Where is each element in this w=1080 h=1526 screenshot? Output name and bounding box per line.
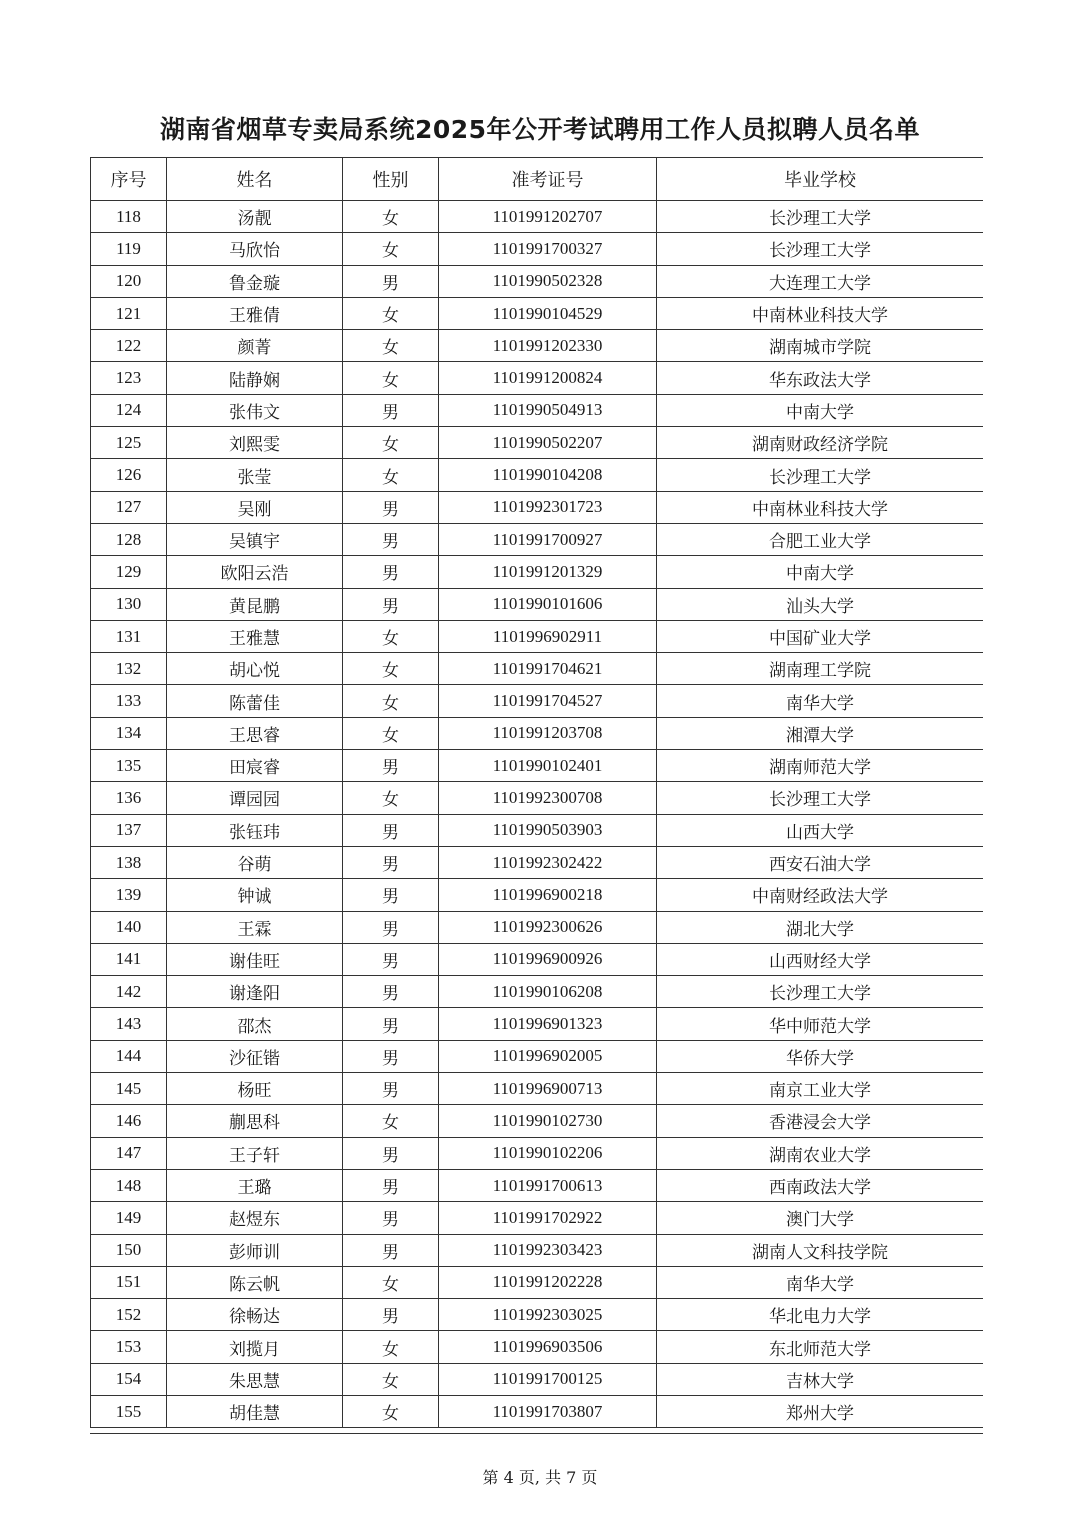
cell-name: 刘熙雯 bbox=[167, 427, 343, 459]
cell-school: 南京工业大学 bbox=[657, 1073, 984, 1105]
table-row bbox=[91, 814, 984, 846]
cell-gender: 男 bbox=[343, 1040, 439, 1072]
cell-school: 香港浸会大学 bbox=[657, 1105, 984, 1137]
cell-school: 东北师范大学 bbox=[657, 1331, 984, 1363]
table-row bbox=[91, 1299, 984, 1331]
table-row bbox=[91, 297, 984, 329]
cell-school: 吉林大学 bbox=[657, 1363, 984, 1395]
cell-school: 长沙理工大学 bbox=[657, 459, 984, 491]
table-row bbox=[91, 620, 984, 652]
cell-name: 颜菁 bbox=[167, 330, 343, 362]
table-row bbox=[91, 685, 984, 717]
cell-index: 125 bbox=[91, 427, 167, 459]
table-row bbox=[91, 1008, 984, 1040]
table-row bbox=[91, 943, 984, 975]
header-name: 姓名 bbox=[167, 158, 343, 201]
cell-name: 陆静娴 bbox=[167, 362, 343, 394]
cell-school: 湖北大学 bbox=[657, 911, 984, 943]
cell-index: 139 bbox=[91, 879, 167, 911]
roster-table bbox=[90, 157, 983, 1428]
cell-school: 湘潭大学 bbox=[657, 717, 984, 749]
table-row bbox=[91, 588, 984, 620]
cell-name: 徐畅达 bbox=[167, 1299, 343, 1331]
cell-gender: 男 bbox=[343, 588, 439, 620]
cell-index: 119 bbox=[91, 233, 167, 265]
cell-exam-id: 1101991700125 bbox=[439, 1363, 657, 1395]
cell-index: 138 bbox=[91, 846, 167, 878]
cell-gender: 男 bbox=[343, 846, 439, 878]
cell-index: 118 bbox=[91, 201, 167, 233]
cell-name: 王子轩 bbox=[167, 1137, 343, 1169]
cell-index: 152 bbox=[91, 1299, 167, 1331]
cell-index: 155 bbox=[91, 1395, 167, 1427]
cell-school: 中南大学 bbox=[657, 556, 984, 588]
cell-exam-id: 1101991704621 bbox=[439, 653, 657, 685]
table-row bbox=[91, 427, 984, 459]
table-body bbox=[91, 201, 984, 1428]
cell-exam-id: 1101996900926 bbox=[439, 943, 657, 975]
table-row bbox=[91, 233, 984, 265]
cell-school: 澳门大学 bbox=[657, 1202, 984, 1234]
cell-name: 王璐 bbox=[167, 1169, 343, 1201]
cell-school: 郑州大学 bbox=[657, 1395, 984, 1427]
cell-exam-id: 1101996901323 bbox=[439, 1008, 657, 1040]
cell-index: 143 bbox=[91, 1008, 167, 1040]
cell-exam-id: 1101996903506 bbox=[439, 1331, 657, 1363]
table-row bbox=[91, 1266, 984, 1298]
cell-name: 沙征锴 bbox=[167, 1040, 343, 1072]
cell-gender: 女 bbox=[343, 1266, 439, 1298]
cell-gender: 男 bbox=[343, 1073, 439, 1105]
cell-exam-id: 1101991201329 bbox=[439, 556, 657, 588]
cell-exam-id: 1101990104529 bbox=[439, 297, 657, 329]
cell-school: 华北电力大学 bbox=[657, 1299, 984, 1331]
cell-index: 133 bbox=[91, 685, 167, 717]
cell-school: 南华大学 bbox=[657, 1266, 984, 1298]
cell-name: 胡心悦 bbox=[167, 653, 343, 685]
table-row bbox=[91, 911, 984, 943]
cell-index: 144 bbox=[91, 1040, 167, 1072]
cell-name: 谭园园 bbox=[167, 782, 343, 814]
cell-gender: 女 bbox=[343, 1105, 439, 1137]
cell-school: 西南政法大学 bbox=[657, 1169, 984, 1201]
cell-gender: 男 bbox=[343, 976, 439, 1008]
cell-school: 华东政法大学 bbox=[657, 362, 984, 394]
cell-exam-id: 1101991703807 bbox=[439, 1395, 657, 1427]
cell-gender: 男 bbox=[343, 265, 439, 297]
cell-exam-id: 1101990102730 bbox=[439, 1105, 657, 1137]
cell-index: 150 bbox=[91, 1234, 167, 1266]
cell-gender: 女 bbox=[343, 1331, 439, 1363]
cell-exam-id: 1101991700327 bbox=[439, 233, 657, 265]
cell-name: 陈云帆 bbox=[167, 1266, 343, 1298]
cell-index: 145 bbox=[91, 1073, 167, 1105]
cell-name: 蒯思科 bbox=[167, 1105, 343, 1137]
cell-gender: 男 bbox=[343, 556, 439, 588]
cell-index: 136 bbox=[91, 782, 167, 814]
cell-exam-id: 1101990502207 bbox=[439, 427, 657, 459]
cell-name: 王霖 bbox=[167, 911, 343, 943]
cell-gender: 男 bbox=[343, 750, 439, 782]
table-row bbox=[91, 330, 984, 362]
cell-school: 湖南农业大学 bbox=[657, 1137, 984, 1169]
cell-name: 朱思慧 bbox=[167, 1363, 343, 1395]
cell-index: 130 bbox=[91, 588, 167, 620]
cell-exam-id: 1101992302422 bbox=[439, 846, 657, 878]
cell-gender: 男 bbox=[343, 1169, 439, 1201]
cell-exam-id: 1101992300626 bbox=[439, 911, 657, 943]
table-row bbox=[91, 1234, 984, 1266]
cell-name: 王雅慧 bbox=[167, 620, 343, 652]
table-row bbox=[91, 1395, 984, 1427]
cell-school: 长沙理工大学 bbox=[657, 782, 984, 814]
cell-name: 刘揽月 bbox=[167, 1331, 343, 1363]
table-row bbox=[91, 879, 984, 911]
table-row bbox=[91, 1040, 984, 1072]
cell-exam-id: 1101992300708 bbox=[439, 782, 657, 814]
table-row bbox=[91, 1202, 984, 1234]
cell-exam-id: 1101996902911 bbox=[439, 620, 657, 652]
cell-school: 中南大学 bbox=[657, 394, 984, 426]
cell-name: 邵杰 bbox=[167, 1008, 343, 1040]
cell-gender: 女 bbox=[343, 653, 439, 685]
table-row bbox=[91, 1137, 984, 1169]
cell-name: 张伟文 bbox=[167, 394, 343, 426]
header-index: 序号 bbox=[91, 158, 167, 201]
cell-gender: 女 bbox=[343, 685, 439, 717]
cell-school: 湖南城市学院 bbox=[657, 330, 984, 362]
cell-gender: 男 bbox=[343, 1008, 439, 1040]
page-title: 湖南省烟草专卖局系统2025年公开考试聘用工作人员拟聘人员名单 bbox=[159, 115, 921, 144]
table-row bbox=[91, 394, 984, 426]
cell-gender: 男 bbox=[343, 814, 439, 846]
table-row bbox=[91, 265, 984, 297]
table-row bbox=[91, 362, 984, 394]
cell-gender: 男 bbox=[343, 523, 439, 555]
table-row bbox=[91, 1105, 984, 1137]
cell-exam-id: 1101991203708 bbox=[439, 717, 657, 749]
cell-name: 张钰玮 bbox=[167, 814, 343, 846]
cell-school: 中南林业科技大学 bbox=[657, 297, 984, 329]
cell-gender: 男 bbox=[343, 491, 439, 523]
cell-name: 鲁金璇 bbox=[167, 265, 343, 297]
cell-school: 汕头大学 bbox=[657, 588, 984, 620]
cell-exam-id: 1101996900713 bbox=[439, 1073, 657, 1105]
cell-index: 149 bbox=[91, 1202, 167, 1234]
table-row bbox=[91, 201, 984, 233]
cell-name: 谢逢阳 bbox=[167, 976, 343, 1008]
cell-index: 146 bbox=[91, 1105, 167, 1137]
cell-exam-id: 1101991202330 bbox=[439, 330, 657, 362]
cell-gender: 女 bbox=[343, 459, 439, 491]
cell-school: 山西财经大学 bbox=[657, 943, 984, 975]
cell-exam-id: 1101990101606 bbox=[439, 588, 657, 620]
table-row bbox=[91, 782, 984, 814]
cell-name: 王雅倩 bbox=[167, 297, 343, 329]
table-row bbox=[91, 717, 984, 749]
cell-name: 汤靓 bbox=[167, 201, 343, 233]
header-school: 毕业学校 bbox=[657, 158, 984, 201]
cell-school: 中国矿业大学 bbox=[657, 620, 984, 652]
cell-gender: 女 bbox=[343, 233, 439, 265]
cell-name: 吴镇宇 bbox=[167, 523, 343, 555]
cell-exam-id: 1101991202228 bbox=[439, 1266, 657, 1298]
cell-index: 121 bbox=[91, 297, 167, 329]
table-row bbox=[91, 556, 984, 588]
cell-school: 华侨大学 bbox=[657, 1040, 984, 1072]
cell-exam-id: 1101990102401 bbox=[439, 750, 657, 782]
cell-exam-id: 1101996902005 bbox=[439, 1040, 657, 1072]
table-row bbox=[91, 1169, 984, 1201]
table-header-row bbox=[91, 158, 984, 201]
cell-exam-id: 1101990106208 bbox=[439, 976, 657, 1008]
cell-gender: 女 bbox=[343, 1363, 439, 1395]
table-row bbox=[91, 523, 984, 555]
table-row bbox=[91, 1363, 984, 1395]
table-row bbox=[91, 491, 984, 523]
cell-gender: 男 bbox=[343, 911, 439, 943]
cell-exam-id: 1101991700927 bbox=[439, 523, 657, 555]
cell-gender: 女 bbox=[343, 782, 439, 814]
cell-exam-id: 1101990104208 bbox=[439, 459, 657, 491]
cell-exam-id: 1101991202707 bbox=[439, 201, 657, 233]
cell-index: 154 bbox=[91, 1363, 167, 1395]
table-row bbox=[91, 459, 984, 491]
cell-exam-id: 1101990504913 bbox=[439, 394, 657, 426]
header-gender: 性别 bbox=[343, 158, 439, 201]
cell-school: 南华大学 bbox=[657, 685, 984, 717]
cell-school: 中南财经政法大学 bbox=[657, 879, 984, 911]
cell-school: 长沙理工大学 bbox=[657, 201, 984, 233]
cell-school: 湖南理工学院 bbox=[657, 653, 984, 685]
cell-school: 长沙理工大学 bbox=[657, 233, 984, 265]
cell-exam-id: 1101991704527 bbox=[439, 685, 657, 717]
cell-index: 142 bbox=[91, 976, 167, 1008]
cell-index: 131 bbox=[91, 620, 167, 652]
cell-exam-id: 1101992301723 bbox=[439, 491, 657, 523]
cell-index: 126 bbox=[91, 459, 167, 491]
cell-exam-id: 1101991702922 bbox=[439, 1202, 657, 1234]
cell-index: 148 bbox=[91, 1169, 167, 1201]
cell-gender: 男 bbox=[343, 394, 439, 426]
cell-index: 134 bbox=[91, 717, 167, 749]
cell-gender: 女 bbox=[343, 1395, 439, 1427]
cell-index: 153 bbox=[91, 1331, 167, 1363]
cell-exam-id: 1101992303025 bbox=[439, 1299, 657, 1331]
cell-index: 132 bbox=[91, 653, 167, 685]
cell-index: 122 bbox=[91, 330, 167, 362]
cell-gender: 女 bbox=[343, 330, 439, 362]
cell-gender: 男 bbox=[343, 943, 439, 975]
cell-school: 中南林业科技大学 bbox=[657, 491, 984, 523]
cell-name: 吴刚 bbox=[167, 491, 343, 523]
table-row bbox=[91, 976, 984, 1008]
cell-school: 西安石油大学 bbox=[657, 846, 984, 878]
cell-name: 谢佳旺 bbox=[167, 943, 343, 975]
cell-gender: 男 bbox=[343, 1234, 439, 1266]
cell-name: 赵煜东 bbox=[167, 1202, 343, 1234]
cell-exam-id: 1101996900218 bbox=[439, 879, 657, 911]
cell-gender: 女 bbox=[343, 297, 439, 329]
cell-school: 长沙理工大学 bbox=[657, 976, 984, 1008]
cell-name: 张莹 bbox=[167, 459, 343, 491]
cell-index: 127 bbox=[91, 491, 167, 523]
cell-school: 山西大学 bbox=[657, 814, 984, 846]
cell-exam-id: 1101991700613 bbox=[439, 1169, 657, 1201]
cell-name: 田宸睿 bbox=[167, 750, 343, 782]
table-row bbox=[91, 1331, 984, 1363]
cell-index: 135 bbox=[91, 750, 167, 782]
cell-gender: 女 bbox=[343, 201, 439, 233]
cell-name: 陈蕾佳 bbox=[167, 685, 343, 717]
cell-exam-id: 1101990503903 bbox=[439, 814, 657, 846]
cell-index: 137 bbox=[91, 814, 167, 846]
table-row bbox=[91, 1073, 984, 1105]
cell-index: 147 bbox=[91, 1137, 167, 1169]
cell-gender: 女 bbox=[343, 717, 439, 749]
table-row bbox=[91, 750, 984, 782]
cell-index: 141 bbox=[91, 943, 167, 975]
cell-exam-id: 1101992303423 bbox=[439, 1234, 657, 1266]
cell-gender: 男 bbox=[343, 879, 439, 911]
cell-exam-id: 1101990102206 bbox=[439, 1137, 657, 1169]
cell-index: 124 bbox=[91, 394, 167, 426]
cell-gender: 男 bbox=[343, 1202, 439, 1234]
cell-school: 华中师范大学 bbox=[657, 1008, 984, 1040]
cell-school: 大连理工大学 bbox=[657, 265, 984, 297]
cell-index: 123 bbox=[91, 362, 167, 394]
cell-index: 128 bbox=[91, 523, 167, 555]
page-footer: 第 4 页, 共 7 页 bbox=[482, 1468, 598, 1487]
cell-name: 杨旺 bbox=[167, 1073, 343, 1105]
cell-name: 马欣怡 bbox=[167, 233, 343, 265]
cell-index: 151 bbox=[91, 1266, 167, 1298]
cell-gender: 女 bbox=[343, 620, 439, 652]
table-row bbox=[91, 846, 984, 878]
cell-school: 合肥工业大学 bbox=[657, 523, 984, 555]
cell-name: 彭师训 bbox=[167, 1234, 343, 1266]
cell-name: 钟诚 bbox=[167, 879, 343, 911]
cell-index: 140 bbox=[91, 911, 167, 943]
cell-name: 谷萌 bbox=[167, 846, 343, 878]
header-exam-id: 准考证号 bbox=[439, 158, 657, 201]
cell-index: 120 bbox=[91, 265, 167, 297]
cell-gender: 男 bbox=[343, 1137, 439, 1169]
roster-table-container bbox=[90, 157, 983, 1434]
cell-name: 黄昆鹏 bbox=[167, 588, 343, 620]
cell-school: 湖南师范大学 bbox=[657, 750, 984, 782]
cell-name: 欧阳云浩 bbox=[167, 556, 343, 588]
cell-gender: 女 bbox=[343, 427, 439, 459]
cell-gender: 男 bbox=[343, 1299, 439, 1331]
cell-index: 129 bbox=[91, 556, 167, 588]
cell-name: 王思睿 bbox=[167, 717, 343, 749]
cell-gender: 女 bbox=[343, 362, 439, 394]
cell-school: 湖南人文科技学院 bbox=[657, 1234, 984, 1266]
cell-name: 胡佳慧 bbox=[167, 1395, 343, 1427]
cell-school: 湖南财政经济学院 bbox=[657, 427, 984, 459]
cell-exam-id: 1101990502328 bbox=[439, 265, 657, 297]
cell-exam-id: 1101991200824 bbox=[439, 362, 657, 394]
table-row bbox=[91, 653, 984, 685]
